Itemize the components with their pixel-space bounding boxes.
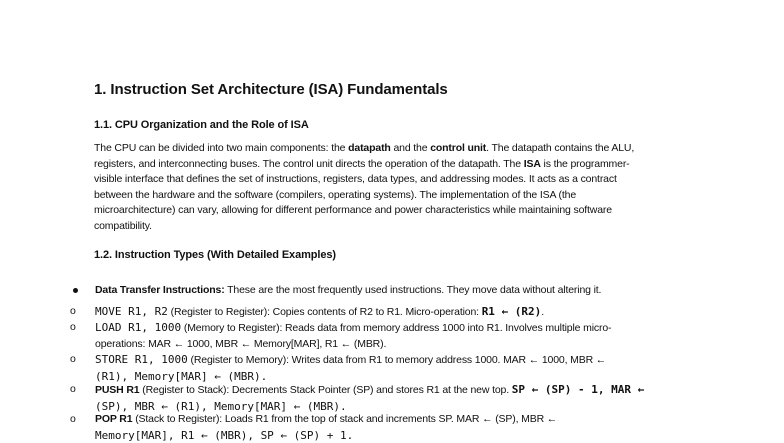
section-1-title: 1.1. CPU Organization and the Role of ISA	[94, 119, 309, 131]
section-2-title: 1.2. Instruction Types (With Detailed Examples)	[94, 249, 336, 261]
sub-bullet-marker: o	[70, 353, 76, 365]
paragraph-line: between the hardware and the software (compilers, operating systems). The implementation of the ISA (the	[94, 188, 577, 201]
document-page: 1. Instruction Set Architecture (ISA) Fundamentals 1.1. CPU Organization and the Role of ISA The CPU can be divided into two main components: the datapath and the control unit. The datapath contains the ALU, registers, and interconnecting buses. The control unit directs the operation of the datapath. The ISA is the programmer- visible interface that defines the set of instructions, registers, data types, and addressing modes. It acts as a contract between the hardware and the software (compilers, operating systems). The implementation of the ISA (the microarchitecture) can vary, allowing for different performance and power characteristics while maintaining software compatibility. 1.2. Instruction Types (With Detailed Examples) Data Transfer Instructions: These are the most frequently used instructions. They move data without altering it. o MOVE R1, R2 (Register to Register): Copies contents of R2 to R1. Micro-operation: R1 ← (R2). o LOAD R1, 1000 (Memory to Register): Reads data from memory address 1000 into R1. Involves multiple micro- operations: MAR ← 1000, MBR ← Memory[MAR], R1 ← (MBR). o STORE R1, 1000 (Register to Memory): Writes data from R1 to memory address 1000. MAR ← 1000, MBR ← (R1), Memory[MAR] ← (MBR). o PUSH R1 (Register to Stack): Decrements Stack Pointer (SP) and stores R1 at the new top. SP ← (SP) - 1, MAR ← (SP), MBR ← (R1), Memory[MAR] ← (MBR). o POP R1 (Stack to Register): Loads R1 from the top of stack and increments SP. MAR ← (SP), MBR ← Memory[MAR], R1 ← (MBR), SP ← (SP) + 1.	[0, 0, 784, 441]
micro-operations: (SP), MBR ← (R1), Memory[MAR] ← (MBR).	[95, 399, 347, 413]
bullet-text: These are the most frequently used instructions. They move data without altering it.	[224, 284, 602, 296]
instruction-code: PUSH R1	[95, 384, 140, 396]
bullet-label: Data Transfer Instructions:	[95, 284, 225, 296]
sub-bullet-marker: o	[70, 321, 76, 333]
sub-bullet-marker: o	[70, 413, 76, 425]
paragraph-line: compatibility.	[94, 219, 152, 232]
section-1-paragraph	[94, 141, 694, 235]
paragraph-line: microarchitecture) can vary, allowing for different performance and power characteristics while maintaining software	[94, 204, 612, 217]
paragraph-line: The CPU can be divided into two main components: the datapath and the control unit. The datapath contains the ALU,	[94, 142, 635, 154]
micro-operations: (R1), Memory[MAR] ← (MBR).	[95, 369, 268, 383]
instruction-code: MOVE R1, R2	[95, 305, 168, 318]
instruction-code: POP R1	[95, 413, 133, 425]
sub-bullet-marker: o	[70, 305, 76, 317]
micro-operations: Memory[MAR], R1 ← (MBR), SP ← (SP) + 1.	[95, 428, 354, 442]
bullet-icon	[73, 288, 78, 293]
page-heading: 1. Instruction Set Architecture (ISA) Fundamentals	[94, 81, 448, 98]
instruction-code: STORE R1, 1000	[95, 353, 188, 366]
paragraph-line: registers, and interconnecting buses. The control unit directs the operation of the datapath. The ISA is the programmer-	[94, 157, 630, 170]
sub-bullet-marker: o	[70, 383, 76, 395]
instruction-code: LOAD R1, 1000	[95, 321, 182, 334]
micro-operations: operations: MAR ← 1000, MBR ← Memory[MAR], R1 ← (MBR).	[95, 337, 387, 350]
paragraph-line: visible interface that defines the set of instructions, registers, data types, and addressing modes. It acts as a contract	[94, 173, 617, 186]
